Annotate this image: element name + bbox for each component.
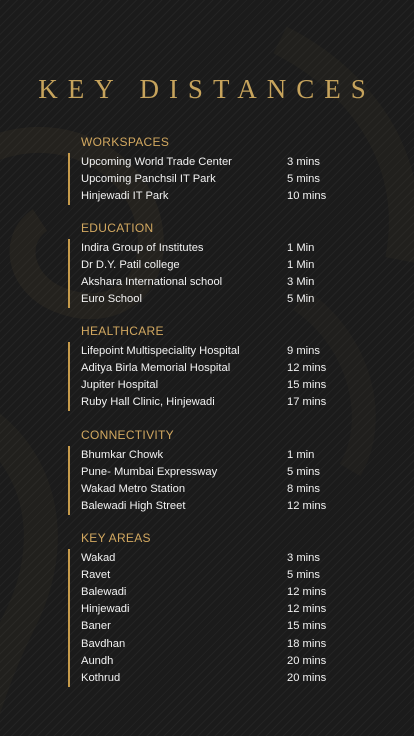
travel-time: 8 mins bbox=[287, 482, 320, 495]
travel-time: 15 mins bbox=[287, 620, 327, 633]
distance-list bbox=[68, 342, 368, 411]
list-item bbox=[81, 170, 368, 187]
list-item bbox=[81, 291, 368, 308]
list-item bbox=[81, 618, 368, 635]
travel-time: 12 mins bbox=[287, 361, 327, 374]
list-item bbox=[81, 256, 368, 273]
place-name: Wakad Metro Station bbox=[81, 482, 186, 495]
list-item bbox=[81, 652, 368, 669]
place-name: Wakad bbox=[81, 551, 116, 564]
list-item bbox=[81, 239, 368, 256]
list-item bbox=[81, 446, 368, 463]
section-title: CONNECTIVITY bbox=[81, 428, 174, 442]
list-item bbox=[81, 583, 368, 600]
place-name: Pune- Mumbai Expressway bbox=[81, 465, 218, 478]
travel-time: 5 mins bbox=[287, 172, 320, 185]
list-item bbox=[81, 669, 368, 686]
list-item bbox=[81, 273, 368, 290]
place-name: Balewadi bbox=[81, 585, 127, 598]
travel-time: 12 mins bbox=[287, 500, 327, 513]
section-key-areas bbox=[68, 530, 368, 687]
travel-time: 5 mins bbox=[287, 465, 320, 478]
place-name: Euro School bbox=[81, 293, 142, 306]
section-workspaces bbox=[68, 134, 368, 205]
place-name: Jupiter Hospital bbox=[81, 378, 159, 391]
travel-time: 12 mins bbox=[287, 585, 327, 598]
travel-time: 3 mins bbox=[287, 155, 320, 168]
travel-time: 5 Min bbox=[287, 293, 315, 306]
travel-time: 17 mins bbox=[287, 396, 327, 409]
place-name: Kothrud bbox=[81, 671, 121, 684]
place-name: Hinjewadi bbox=[81, 603, 130, 616]
place-name: Aundh bbox=[81, 654, 114, 667]
travel-time: 20 mins bbox=[287, 654, 327, 667]
list-item bbox=[81, 498, 368, 515]
list-item bbox=[81, 480, 368, 497]
travel-time: 5 mins bbox=[287, 568, 320, 581]
list-item bbox=[81, 601, 368, 618]
list-item bbox=[81, 463, 368, 480]
list-item bbox=[81, 359, 368, 376]
travel-time: 3 Min bbox=[287, 275, 315, 288]
place-name: Lifepoint Multispeciality Hospital bbox=[81, 344, 240, 357]
distance-list bbox=[68, 549, 368, 687]
section-education bbox=[68, 220, 368, 308]
section-title: WORKSPACES bbox=[81, 135, 170, 149]
section-healthcare bbox=[68, 323, 368, 411]
place-name: Ravet bbox=[81, 568, 111, 581]
place-name: Balewadi High Street bbox=[81, 500, 186, 513]
travel-time: 3 mins bbox=[287, 551, 320, 564]
section-connectivity bbox=[68, 427, 368, 515]
list-item bbox=[81, 187, 368, 204]
distance-list bbox=[68, 239, 368, 308]
place-name: Aditya Birla Memorial Hospital bbox=[81, 361, 231, 374]
place-name: Baner bbox=[81, 620, 111, 633]
list-item bbox=[81, 549, 368, 566]
list-item bbox=[81, 566, 368, 583]
place-name: Bavdhan bbox=[81, 637, 126, 650]
travel-time: 1 Min bbox=[287, 241, 315, 254]
place-name: Hinjewadi IT Park bbox=[81, 189, 169, 202]
page-title: KEY DISTANCES bbox=[38, 74, 376, 104]
list-item bbox=[81, 635, 368, 652]
section-title: KEY AREAS bbox=[81, 531, 151, 545]
list-item bbox=[81, 342, 368, 359]
distance-list bbox=[68, 153, 368, 205]
travel-time: 18 mins bbox=[287, 637, 327, 650]
place-name: Bhumkar Chowk bbox=[81, 448, 164, 461]
travel-time: 1 Min bbox=[287, 258, 315, 271]
place-name: Indira Group of Institutes bbox=[81, 241, 204, 254]
place-name: Dr D.Y. Patil college bbox=[81, 258, 180, 271]
list-item bbox=[81, 376, 368, 393]
travel-time: 9 mins bbox=[287, 344, 320, 357]
place-name: Ruby Hall Clinic, Hinjewadi bbox=[81, 396, 215, 409]
travel-time: 10 mins bbox=[287, 189, 327, 202]
list-item bbox=[81, 394, 368, 411]
distance-list bbox=[68, 446, 368, 515]
travel-time: 12 mins bbox=[287, 603, 327, 616]
travel-time: 15 mins bbox=[287, 378, 327, 391]
list-item bbox=[81, 153, 368, 170]
place-name: Upcoming World Trade Center bbox=[81, 155, 232, 168]
travel-time: 20 mins bbox=[287, 671, 327, 684]
place-name: Upcoming Panchsil IT Park bbox=[81, 172, 216, 185]
travel-time: 1 min bbox=[287, 448, 315, 461]
section-title: HEALTHCARE bbox=[81, 324, 164, 338]
section-title: EDUCATION bbox=[81, 221, 154, 235]
place-name: Akshara International school bbox=[81, 275, 223, 288]
